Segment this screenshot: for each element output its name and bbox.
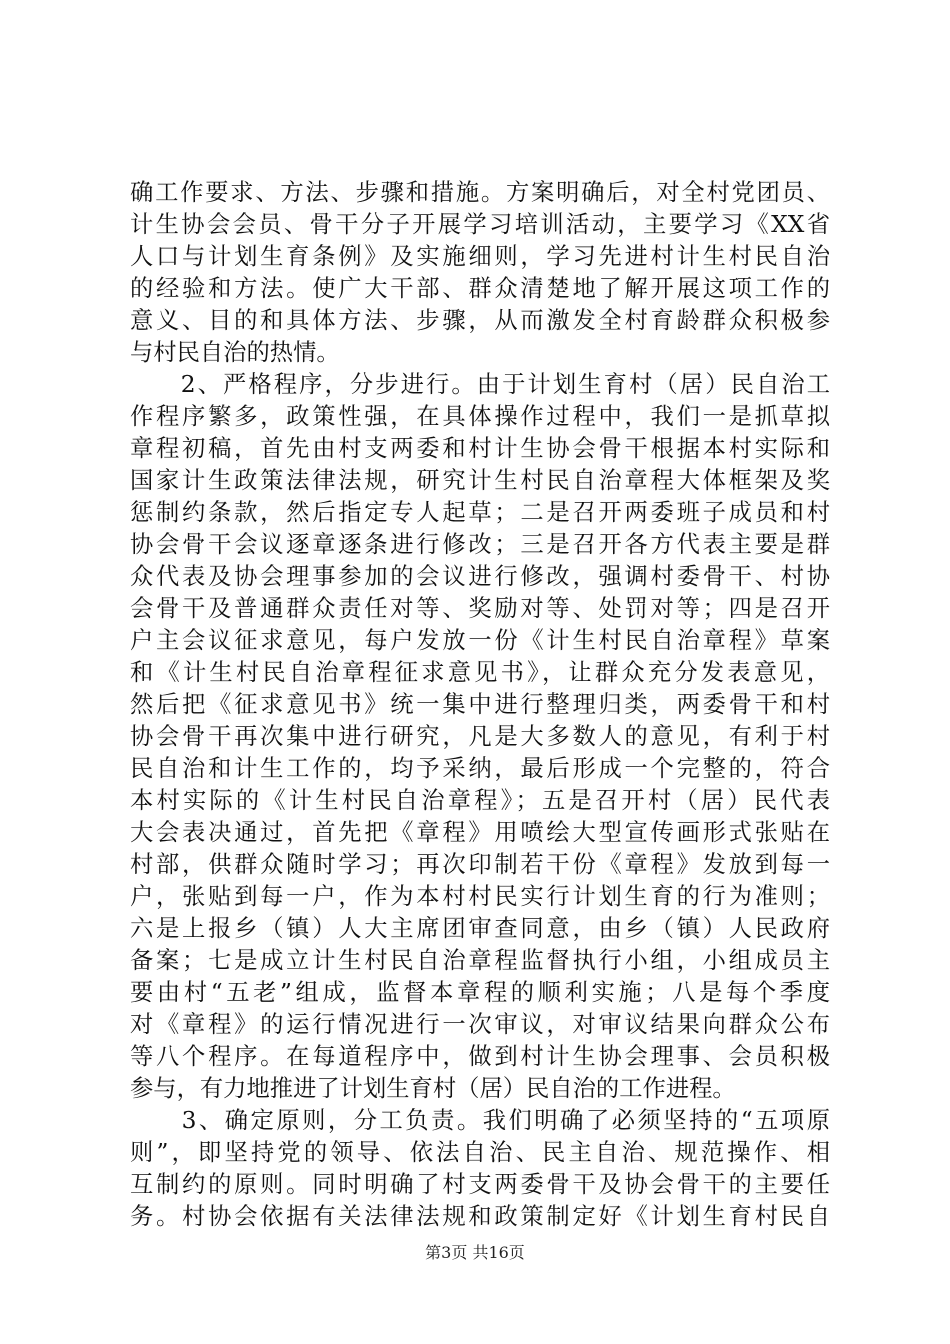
text-line: 等八个程序。在每道程序中，做到村计生协会理事、会员积极 xyxy=(130,1043,830,1070)
text-line: 惩制约条款，然后指定专人起草；二是召开两委班子成员和村 xyxy=(130,499,830,526)
text-line: 国家计生政策法律法规，研究计生村民自治章程大体框架及奖 xyxy=(130,467,830,494)
text-line: 3、确定原则，分工负责。我们明确了必须坚持的“五项原 xyxy=(130,1107,830,1134)
text-line: 的经验和方法。使广大干部、群众清楚地了解开展这项工作的 xyxy=(130,275,830,302)
text-line: 意义、目的和具体方法、步骤，从而激发全村育龄群众积极参 xyxy=(130,307,830,334)
text-line: 村部，供群众随时学习；再次印制若干份《章程》发放到每一 xyxy=(130,851,830,878)
text-line: 则”，即坚持党的领导、依法自治、民主自治、规范操作、相 xyxy=(130,1139,830,1166)
text-line: 会骨干及普通群众责任对等、奖励对等、处罚对等；四是召开 xyxy=(130,595,830,622)
text-line: 章程初稿，首先由村支两委和村计生协会骨干根据本村实际和 xyxy=(130,435,830,462)
text-line: 作程序繁多，政策性强，在具体操作过程中，我们一是抓草拟 xyxy=(130,403,830,430)
text-line: 户主会议征求意见，每户发放一份《计生村民自治章程》草案 xyxy=(130,627,830,654)
text-line: 协会骨干会议逐章逐条进行修改；三是召开各方代表主要是群 xyxy=(130,531,830,558)
text-line: 与村民自治的热情。 xyxy=(130,339,340,366)
text-line: 大会表决通过，首先把《章程》用喷绘大型宣传画形式张贴在 xyxy=(130,819,830,846)
text-line: 计生协会会员、骨干分子开展学习培训活动，主要学习《XX省 xyxy=(130,211,830,238)
text-line: 众代表及协会理事参加的会议进行修改，强调村委骨干、村协 xyxy=(130,563,830,590)
text-line: 互制约的原则。同时明确了村支两委骨干及协会骨干的主要任 xyxy=(130,1171,830,1198)
text-line: 户，张贴到每一户，作为本村村民实行计划生育的行为准则； xyxy=(130,883,830,910)
text-line: 人口与计划生育条例》及实施细则，学习先进村计生村民自治 xyxy=(130,243,830,270)
text-line: 协会骨干再次集中进行研究，凡是大多数人的意见，有利于村 xyxy=(130,723,830,750)
text-line: 参与，有力地推进了计划生育村（居）民自治的工作进程。 xyxy=(130,1075,736,1102)
page-footer: 第3页 共16页 xyxy=(425,1243,525,1262)
text-line: 备案；七是成立计生村民自治章程监督执行小组，小组成员主 xyxy=(130,947,830,974)
text-line: 2、严格程序，分步进行。由于计划生育村（居）民自治工 xyxy=(130,371,830,398)
text-line: 务。村协会依据有关法律法规和政策制定好《计划生育村民自 xyxy=(130,1203,830,1230)
document-body xyxy=(130,177,830,1233)
text-line: 然后把《征求意见书》统一集中进行整理归类，两委骨干和村 xyxy=(130,691,830,718)
text-line: 和《计生村民自治章程征求意见书》，让群众充分发表意见， xyxy=(130,659,830,686)
text-line: 对《章程》的运行情况进行一次审议，对审议结果向群众公布 xyxy=(130,1011,830,1038)
text-line: 民自治和计生工作的，均予采纳，最后形成一个完整的，符合 xyxy=(130,755,830,782)
text-line: 确工作要求、方法、步骤和措施。方案明确后，对全村党团员、 xyxy=(130,179,830,206)
text-line: 本村实际的《计生村民自治章程》；五是召开村（居）民代表 xyxy=(130,787,830,814)
text-line: 六是上报乡（镇）人大主席团审查同意，由乡（镇）人民政府 xyxy=(130,915,830,942)
text-line: 要由村“五老”组成，监督本章程的顺利实施；八是每个季度 xyxy=(130,979,830,1006)
